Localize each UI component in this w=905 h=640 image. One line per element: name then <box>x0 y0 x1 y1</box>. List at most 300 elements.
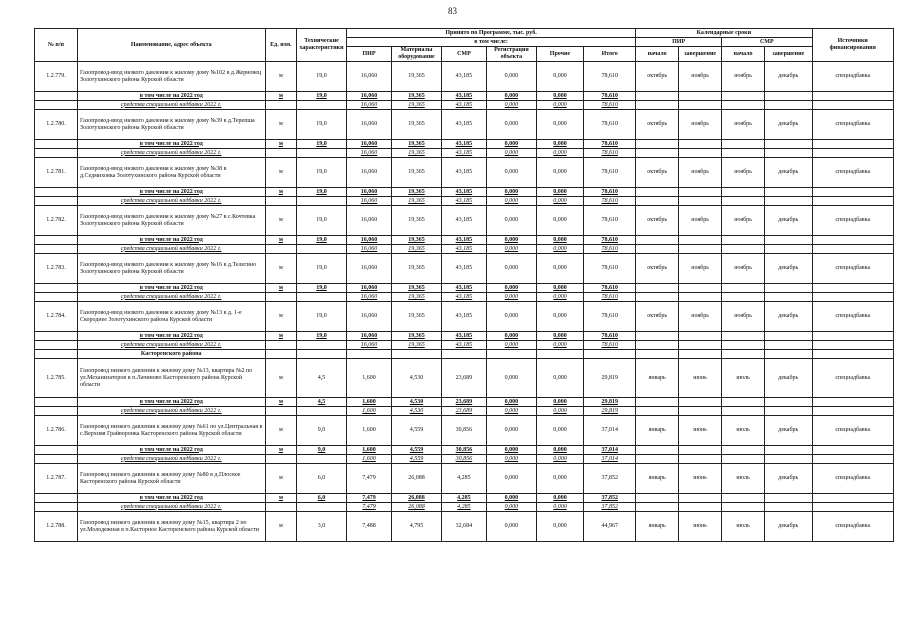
cell-empty <box>765 494 813 503</box>
cell-total: 78,610 <box>584 140 636 149</box>
cell-empty <box>35 236 78 245</box>
cell-pir: 16,060 <box>346 245 391 254</box>
cell-pir-end: ноябрь <box>679 302 722 332</box>
cell-total: 37,852 <box>584 494 636 503</box>
col-header-source: Источники финансирования <box>812 29 893 62</box>
cell-empty <box>812 245 893 254</box>
special-label: средства специальной надбавки 2022 г. <box>77 503 265 512</box>
cell-other: 0,000 <box>536 197 583 206</box>
cell-smr: 43,185 <box>441 332 486 341</box>
col-header-smr-start: начало <box>722 47 765 62</box>
cell-smr-start: ноябрь <box>722 302 765 332</box>
cell-empty <box>636 197 679 206</box>
cell-empty <box>35 494 78 503</box>
cell-empty <box>765 293 813 302</box>
cell-empty <box>679 284 722 293</box>
cell-empty <box>812 284 893 293</box>
object-name: Газопровод-ввод низкого давления к жилому дому №27 в с.Кочтевка Золотухинского района Курской области <box>77 206 265 236</box>
district-row <box>35 350 894 359</box>
cell-empty <box>636 341 679 350</box>
cell-reg: 0,000 <box>487 110 537 140</box>
cell-pir: 7,488 <box>346 512 391 542</box>
cell-total: 37,852 <box>584 503 636 512</box>
cell-empty <box>679 350 722 359</box>
cell-pir: 16,060 <box>346 284 391 293</box>
cell-empty <box>346 350 391 359</box>
object-name: Газопровод-ввод низкого давления к жилому дому №16 в д.Телегино Золотухинского района Курской области <box>77 254 265 284</box>
cell-pir: 16,060 <box>346 158 391 188</box>
tech-characteristic: 19,0 <box>297 140 347 149</box>
tech-characteristic: 19,0 <box>297 302 347 332</box>
cell-pir-end: июнь <box>679 464 722 494</box>
cell-empty <box>487 350 537 359</box>
cell-smr: 4,285 <box>441 494 486 503</box>
cell-other: 0,000 <box>536 188 583 197</box>
cell-empty <box>812 101 893 110</box>
cell-empty <box>765 140 813 149</box>
cell-reg: 0,000 <box>487 188 537 197</box>
cell-reg: 0,000 <box>487 62 537 92</box>
cell-empty <box>722 350 765 359</box>
cell-other: 0,000 <box>536 332 583 341</box>
cell-empty <box>35 140 78 149</box>
special-label: средства специальной надбавки 2022 г. <box>77 341 265 350</box>
cell-pir: 1,600 <box>346 359 391 398</box>
unit: м <box>265 512 297 542</box>
cell-empty <box>722 140 765 149</box>
col-header-accepted: Принято по Программе, тыс. руб. <box>346 29 635 38</box>
tech-characteristic: 19,0 <box>297 110 347 140</box>
cell-empty <box>636 140 679 149</box>
cell-reg: 0,000 <box>487 140 537 149</box>
unit: м <box>265 92 297 101</box>
cell-empty <box>265 101 297 110</box>
cell-pir-end: июнь <box>679 359 722 398</box>
cell-mat: 26,088 <box>392 503 442 512</box>
unit: м <box>265 158 297 188</box>
table-row <box>35 416 894 446</box>
cell-empty <box>297 407 347 416</box>
cell-pir-end: ноябрь <box>679 206 722 236</box>
cell-empty <box>265 503 297 512</box>
cell-mat: 19,365 <box>392 341 442 350</box>
table-row <box>35 254 894 284</box>
cell-other: 0,000 <box>536 92 583 101</box>
cell-empty <box>765 101 813 110</box>
special-label: средства специальной надбавки 2022 г. <box>77 245 265 254</box>
cell-smr: 43,185 <box>441 188 486 197</box>
cell-other: 0,000 <box>536 359 583 398</box>
cell-smr: 43,185 <box>441 293 486 302</box>
subtotal-2022-row <box>35 140 894 149</box>
subtotal-2022-row <box>35 494 894 503</box>
cell-other: 0,000 <box>536 416 583 446</box>
cell-mat: 4,795 <box>392 512 442 542</box>
cell-pir-start: октябрь <box>636 110 679 140</box>
cell-source: спецнадбавка <box>812 464 893 494</box>
cell-pir: 16,060 <box>346 254 391 284</box>
cell-smr: 43,185 <box>441 341 486 350</box>
cell-total: 78,610 <box>584 245 636 254</box>
cell-other: 0,000 <box>536 158 583 188</box>
cell-mat: 19,365 <box>392 149 442 158</box>
cell-empty <box>297 350 347 359</box>
cell-smr: 32,684 <box>441 512 486 542</box>
cell-pir: 16,060 <box>346 140 391 149</box>
subtotal-label: в том числе на 2022 год <box>77 236 265 245</box>
cell-empty <box>722 407 765 416</box>
cell-other: 0,000 <box>536 446 583 455</box>
cell-pir-start: октябрь <box>636 302 679 332</box>
cell-pir: 16,060 <box>346 92 391 101</box>
cell-empty <box>636 407 679 416</box>
cell-mat: 19,365 <box>392 245 442 254</box>
cell-empty <box>765 92 813 101</box>
cell-smr-end: декабрь <box>765 464 813 494</box>
cell-empty <box>35 398 78 407</box>
cell-mat: 19,365 <box>392 293 442 302</box>
cell-other: 0,000 <box>536 464 583 494</box>
object-name: Газопровод-ввод низкого давления к жилому дому №13 в д. 1-е Скороднее Золотухинского района Курской области <box>77 302 265 332</box>
cell-smr-end: декабрь <box>765 110 813 140</box>
cell-empty <box>636 92 679 101</box>
cell-empty <box>765 407 813 416</box>
cell-empty <box>297 293 347 302</box>
unit: м <box>265 188 297 197</box>
cell-smr: 43,185 <box>441 284 486 293</box>
cell-reg: 0,000 <box>487 92 537 101</box>
cell-empty <box>297 149 347 158</box>
cell-other: 0,000 <box>536 149 583 158</box>
cell-total: 29,819 <box>584 407 636 416</box>
special-allowance-row <box>35 293 894 302</box>
cell-smr-end: декабрь <box>765 302 813 332</box>
special-label: средства специальной надбавки 2022 г. <box>77 197 265 206</box>
cell-empty <box>297 341 347 350</box>
cell-source: спецнадбавка <box>812 512 893 542</box>
cell-empty <box>636 455 679 464</box>
cell-other: 0,000 <box>536 302 583 332</box>
cell-reg: 0,000 <box>487 416 537 446</box>
col-header-smr-end: завершение <box>765 47 813 62</box>
cell-pir-end: июнь <box>679 416 722 446</box>
cell-smr-start: июль <box>722 464 765 494</box>
cell-empty <box>265 407 297 416</box>
col-header-materials: Материалы оборудование <box>392 47 442 62</box>
row-number: 1.2.785. <box>35 359 78 398</box>
cell-empty <box>812 503 893 512</box>
col-header-num: № п/п <box>35 29 78 62</box>
cell-smr: 43,185 <box>441 245 486 254</box>
tech-characteristic: 9,0 <box>297 416 347 446</box>
cell-empty <box>765 503 813 512</box>
cell-other: 0,000 <box>536 254 583 284</box>
cell-empty <box>765 332 813 341</box>
cell-total: 78,610 <box>584 92 636 101</box>
cell-mat: 4,530 <box>392 407 442 416</box>
cell-smr-start: ноябрь <box>722 110 765 140</box>
unit: м <box>265 416 297 446</box>
cell-empty <box>536 350 583 359</box>
district-title: Касторенского района <box>77 350 265 359</box>
cell-pir: 16,060 <box>346 236 391 245</box>
cell-other: 0,000 <box>536 494 583 503</box>
cell-empty <box>722 341 765 350</box>
cell-smr-start: июль <box>722 416 765 446</box>
cell-total: 78,610 <box>584 293 636 302</box>
subtotal-label: в том числе на 2022 год <box>77 332 265 341</box>
cell-empty <box>812 455 893 464</box>
cell-reg: 0,000 <box>487 284 537 293</box>
table-row <box>35 206 894 236</box>
cell-empty <box>722 446 765 455</box>
cell-empty <box>679 101 722 110</box>
col-header-pir-start: начало <box>636 47 679 62</box>
cell-total: 44,967 <box>584 512 636 542</box>
row-number: 1.2.783. <box>35 254 78 284</box>
tech-characteristic: 19,0 <box>297 254 347 284</box>
col-header-smr: СМР <box>441 47 486 62</box>
cell-mat: 19,365 <box>392 254 442 284</box>
cell-empty <box>679 197 722 206</box>
program-table <box>34 28 894 542</box>
cell-total: 29,819 <box>584 398 636 407</box>
row-number: 1.2.781. <box>35 158 78 188</box>
cell-pir: 16,060 <box>346 332 391 341</box>
cell-empty <box>636 332 679 341</box>
cell-smr-start: июль <box>722 512 765 542</box>
cell-empty <box>35 503 78 512</box>
cell-smr: 30,856 <box>441 416 486 446</box>
special-allowance-row <box>35 101 894 110</box>
cell-smr: 23,689 <box>441 407 486 416</box>
cell-total: 78,610 <box>584 158 636 188</box>
cell-empty <box>584 350 636 359</box>
cell-pir-end: ноябрь <box>679 158 722 188</box>
row-number: 1.2.779. <box>35 62 78 92</box>
cell-smr: 23,689 <box>441 359 486 398</box>
cell-empty <box>765 245 813 254</box>
cell-total: 78,610 <box>584 254 636 284</box>
cell-empty <box>722 284 765 293</box>
cell-source: спецнадбавка <box>812 359 893 398</box>
cell-mat: 19,365 <box>392 236 442 245</box>
object-name: Газопровод низкого давления к жилому дому №13, квартира №2 по ул.Механизаторов в п.Лачиново Касторенского района Курской области <box>77 359 265 398</box>
cell-smr: 43,185 <box>441 92 486 101</box>
col-header-total: Итого <box>584 47 636 62</box>
special-allowance-row <box>35 341 894 350</box>
unit: м <box>265 206 297 236</box>
cell-other: 0,000 <box>536 245 583 254</box>
cell-empty <box>297 197 347 206</box>
cell-pir: 16,060 <box>346 110 391 140</box>
col-header-calendar: Календарные сроки <box>636 29 812 38</box>
cell-other: 0,000 <box>536 455 583 464</box>
cell-mat: 19,365 <box>392 284 442 293</box>
unit: м <box>265 464 297 494</box>
cell-empty <box>679 149 722 158</box>
cell-pir-start: октябрь <box>636 206 679 236</box>
cell-total: 78,610 <box>584 302 636 332</box>
cell-empty <box>765 284 813 293</box>
unit: м <box>265 398 297 407</box>
cell-empty <box>679 407 722 416</box>
cell-smr: 43,185 <box>441 302 486 332</box>
cell-pir: 16,060 <box>346 188 391 197</box>
cell-pir: 16,060 <box>346 101 391 110</box>
cell-empty <box>679 236 722 245</box>
row-number: 1.2.784. <box>35 302 78 332</box>
row-number: 1.2.787. <box>35 464 78 494</box>
subtotal-2022-row <box>35 188 894 197</box>
cell-empty <box>812 140 893 149</box>
cell-empty <box>679 455 722 464</box>
cell-smr: 4,285 <box>441 464 486 494</box>
subtotal-2022-row <box>35 284 894 293</box>
cell-total: 78,610 <box>584 332 636 341</box>
cell-smr-end: декабрь <box>765 416 813 446</box>
cell-empty <box>636 284 679 293</box>
cell-empty <box>722 101 765 110</box>
cell-empty <box>679 503 722 512</box>
cell-empty <box>265 149 297 158</box>
cell-pir: 1,600 <box>346 446 391 455</box>
tech-characteristic: 19,0 <box>297 236 347 245</box>
special-label: средства специальной надбавки 2022 г. <box>77 407 265 416</box>
cell-source: спецнадбавка <box>812 254 893 284</box>
cell-empty <box>679 341 722 350</box>
cell-reg: 0,000 <box>487 149 537 158</box>
cell-empty <box>265 341 297 350</box>
cell-pir-end: июнь <box>679 512 722 542</box>
cell-empty <box>679 293 722 302</box>
unit: м <box>265 359 297 398</box>
cell-empty <box>812 236 893 245</box>
cell-empty <box>636 494 679 503</box>
cell-empty <box>812 350 893 359</box>
cell-smr: 30,856 <box>441 455 486 464</box>
table-row <box>35 359 894 398</box>
cell-empty <box>679 140 722 149</box>
cell-empty <box>765 188 813 197</box>
tech-characteristic: 4,5 <box>297 398 347 407</box>
cell-empty <box>679 245 722 254</box>
cell-source: спецнадбавка <box>812 158 893 188</box>
cell-empty <box>265 245 297 254</box>
unit: м <box>265 236 297 245</box>
cell-mat: 4,530 <box>392 359 442 398</box>
cell-smr-start: ноябрь <box>722 62 765 92</box>
cell-other: 0,000 <box>536 341 583 350</box>
cell-pir: 7,479 <box>346 503 391 512</box>
cell-pir: 7,479 <box>346 494 391 503</box>
cell-reg: 0,000 <box>487 455 537 464</box>
cell-mat: 19,365 <box>392 197 442 206</box>
tech-characteristic: 19,0 <box>297 188 347 197</box>
cell-empty <box>35 92 78 101</box>
special-allowance-row <box>35 407 894 416</box>
row-number: 1.2.780. <box>35 110 78 140</box>
cell-reg: 0,000 <box>487 512 537 542</box>
cell-pir: 16,060 <box>346 293 391 302</box>
cell-smr-end: декабрь <box>765 206 813 236</box>
cell-pir-end: ноябрь <box>679 62 722 92</box>
tech-characteristic: 6,0 <box>297 464 347 494</box>
cell-empty <box>812 293 893 302</box>
special-allowance-row <box>35 455 894 464</box>
cell-smr-start: ноябрь <box>722 254 765 284</box>
cell-empty <box>812 494 893 503</box>
cell-empty <box>35 350 78 359</box>
cell-pir-end: ноябрь <box>679 254 722 284</box>
subtotal-2022-row <box>35 236 894 245</box>
cell-other: 0,000 <box>536 110 583 140</box>
cell-mat: 19,365 <box>392 302 442 332</box>
cell-empty <box>392 350 442 359</box>
cell-other: 0,000 <box>536 62 583 92</box>
table-row <box>35 302 894 332</box>
cell-empty <box>679 188 722 197</box>
subtotal-label: в том числе на 2022 год <box>77 188 265 197</box>
cell-smr: 43,185 <box>441 140 486 149</box>
cell-smr-end: декабрь <box>765 254 813 284</box>
cell-empty <box>35 245 78 254</box>
cell-mat: 19,365 <box>392 206 442 236</box>
cell-reg: 0,000 <box>487 503 537 512</box>
cell-empty <box>722 293 765 302</box>
cell-reg: 0,000 <box>487 293 537 302</box>
cell-empty <box>35 293 78 302</box>
cell-empty <box>35 101 78 110</box>
cell-smr: 43,185 <box>441 197 486 206</box>
cell-reg: 0,000 <box>487 359 537 398</box>
cell-empty <box>765 446 813 455</box>
cell-other: 0,000 <box>536 512 583 542</box>
unit: м <box>265 332 297 341</box>
cell-source: спецнадбавка <box>812 110 893 140</box>
cell-smr: 43,185 <box>441 254 486 284</box>
cell-pir-start: октябрь <box>636 62 679 92</box>
cell-empty <box>441 350 486 359</box>
cell-smr-end: декабрь <box>765 62 813 92</box>
subtotal-2022-row <box>35 446 894 455</box>
cell-reg: 0,000 <box>487 206 537 236</box>
subtotal-2022-row <box>35 332 894 341</box>
cell-pir-start: январь <box>636 416 679 446</box>
cell-empty <box>812 92 893 101</box>
col-header-registration: Регистрация объекта <box>487 47 537 62</box>
cell-pir: 1,600 <box>346 407 391 416</box>
cell-empty <box>765 455 813 464</box>
cell-mat: 19,365 <box>392 188 442 197</box>
cell-mat: 4,530 <box>392 398 442 407</box>
subtotal-label: в том числе на 2022 год <box>77 284 265 293</box>
cell-total: 37,852 <box>584 464 636 494</box>
cell-mat: 19,365 <box>392 110 442 140</box>
cell-reg: 0,000 <box>487 332 537 341</box>
cell-empty <box>812 341 893 350</box>
col-header-pir-end: завершение <box>679 47 722 62</box>
col-header-cal-smr: СМР <box>722 38 812 47</box>
cell-total: 37,014 <box>584 416 636 446</box>
table-row <box>35 62 894 92</box>
object-name: Газопровод низкого давления к жилому дому №80 в д.Плоское Касторенского района Курской области <box>77 464 265 494</box>
cell-reg: 0,000 <box>487 446 537 455</box>
cell-empty <box>812 407 893 416</box>
cell-reg: 0,000 <box>487 245 537 254</box>
row-number: 1.2.782. <box>35 206 78 236</box>
cell-empty <box>679 92 722 101</box>
